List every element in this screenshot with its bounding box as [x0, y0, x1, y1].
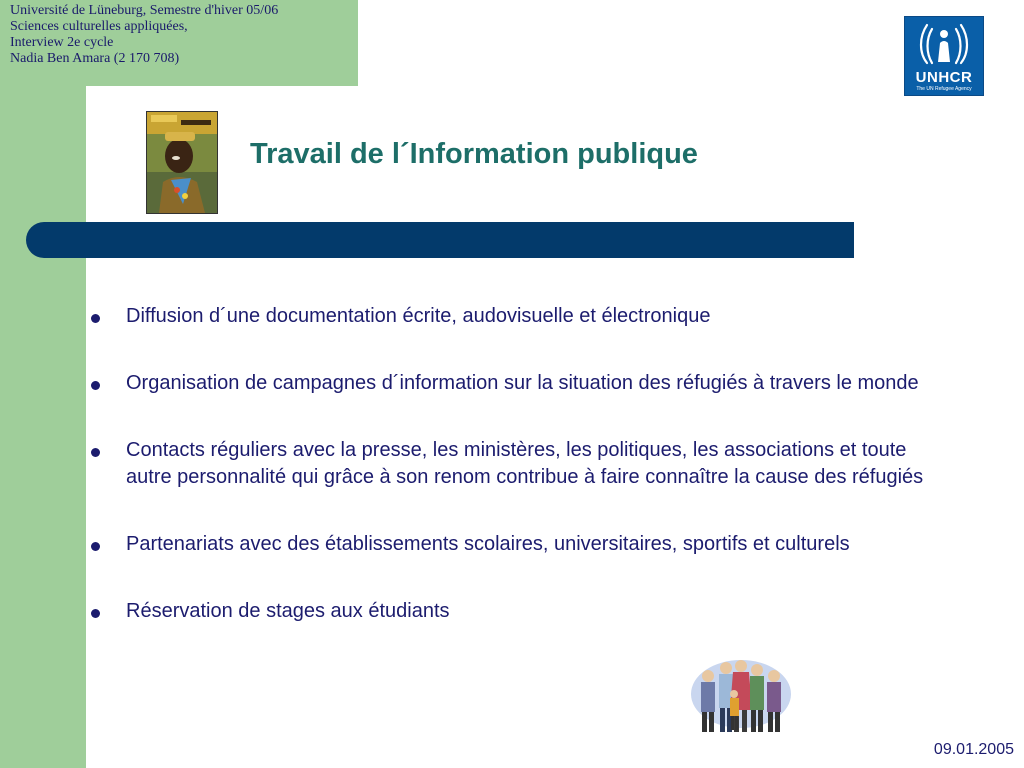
bullet-text: Partenariats avec des établissements scolaires, universitaires, sportifs et culturels [126, 533, 850, 555]
course-info-line: Université de Lüneburg, Semestre d'hiver 05/06 [10, 3, 279, 18]
bullet-text: Réservation de stages aux étudiants [126, 600, 450, 622]
bullet-icon [91, 381, 100, 390]
magazine-cover-image [146, 111, 218, 214]
course-info-line: Sciences culturelles appliquées, [10, 19, 188, 34]
bullet-text: Contacts réguliers avec la presse, les ministères, les politiques, les associations et toute autre personnalité qui grâce à son renom contribue à faire connaître la cause des réfugiés [126, 439, 924, 488]
unhcr-hands-person-icon [905, 17, 983, 69]
list-item [86, 370, 946, 397]
title-underline-bar [26, 222, 854, 258]
list-item [86, 531, 946, 558]
bullet-icon [91, 448, 100, 457]
list-item [86, 598, 946, 625]
magazine-cover-woman-image [147, 112, 217, 213]
bullet-text: Organisation de campagnes d´information sur la situation des réfugiés à travers le monde [126, 372, 919, 394]
course-info-line: Interview 2e cycle [10, 35, 114, 50]
sidebar-background [0, 0, 86, 768]
unhcr-logo [904, 16, 984, 96]
logo-name: UNHCR [915, 69, 973, 86]
bullet-text: Diffusion d´une documentation écrite, audovisuelle et électronique [126, 305, 711, 327]
bullet-icon [91, 609, 100, 618]
course-info [10, 3, 355, 67]
bullet-icon [91, 314, 100, 323]
slide-title: Travail de l´Information publique [250, 138, 698, 170]
bullet-list [86, 303, 946, 665]
list-item [86, 437, 946, 491]
bullet-icon [91, 542, 100, 551]
slide-date: 09.01.2005 [933, 741, 1014, 758]
list-item [86, 303, 946, 330]
course-info-line: Nadia Ben Amara (2 170 708) [10, 51, 180, 66]
logo-tagline: The UN Refugee Agency [916, 86, 972, 92]
group-of-people-clipart [688, 654, 794, 738]
